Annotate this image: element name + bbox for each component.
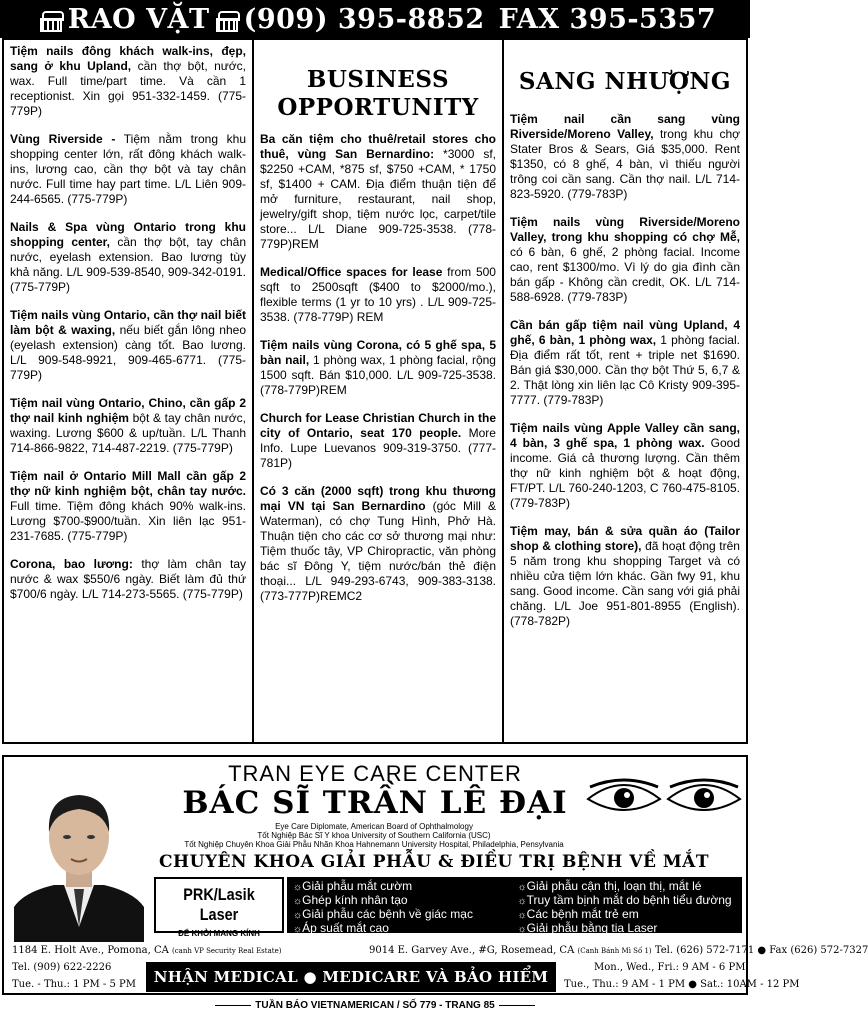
credential-line: Tốt Nghiệp Bác Sĩ Y khoa University of Southern California (USC) <box>257 831 491 840</box>
classified-ad: Tiệm may, bán & sửa quần áo (Tailor shop & clothing store), đã hoạt động trên 5 năm trong khu shopping Target và có nhiều cửa tiệm lớn khác. Gần fwy 91, khu sang. Good income. Cần sang với giá phải chăng. L/L Joe 951-801-8955 (English). (778-782P) <box>510 524 740 628</box>
header-phone: (909) 395-8852 <box>243 3 485 35</box>
service-item: ☼ Áp suất mắt cao <box>293 922 512 936</box>
service-item: ☼ Giải phẫu các bệnh về giác mạc <box>293 908 512 922</box>
classified-ad: Medical/Office spaces for lease from 500 sqft to 2500sqft ($400 to $2000/mo.), flexible terms (1 yr to 10 yrs) . L/L 909-725-3538. (778-779P) REM <box>260 265 496 324</box>
insurance-banner: NHẬN MEDICAL ● MEDICARE VÀ BẢO HIỂM <box>146 962 556 992</box>
classified-ad: Church for Lease Christian Church in the city of Ontario, seat 170 people. More Info. Lupe Luevanos 909-319-3750. (777-781P) <box>260 411 496 470</box>
telephone-icon <box>216 8 238 30</box>
eye-icon <box>664 777 744 817</box>
lasik-title: PRK/Lasik Laser <box>183 885 255 924</box>
specialty-heading: CHUYÊN KHOA GIẢI PHẪU & ĐIỀU TRỊ BỆNH VỀ MẮT <box>158 852 710 872</box>
eye-center-name: TRAN EYE CARE CENTER <box>228 761 522 786</box>
column-sang-nhuong <box>504 40 746 742</box>
classifieds-columns <box>2 38 748 744</box>
classified-ad: Tiệm nails vùng Apple Valley cần sang, 4 bàn, 3 ghế spa, 1 phòng wax. Good income. Giá cả thương lượng. Cần thêm thợ nữ kinh nghiệm bột & hoạt động, FT/PT. L/L 760-240-1203, C 760-475-8105. (779-783P) <box>510 421 740 510</box>
services-list <box>287 877 742 933</box>
pomona-address: 1184 E. Holt Ave., Pomona, CA (canh VP Security Real Estate) <box>12 945 282 956</box>
classified-ad: Có 3 căn (2000 sqft) trong khu thương mại VN tại San Bernardino (góc Mill & Waterman), có chợ Tung Hình, Phở Hà. Thuận tiện cho các cơ sở thương mại như: Tiệm thuốc tây, VP Chiropractic, văn phòng bác sĩ Đông Y, tiệm nước/bán thẻ điện thoại... L/L 949-293-6743, 909-383-3138. (773-777P)REMC2 <box>260 484 497 603</box>
eye-icon <box>584 777 664 817</box>
classified-ad: Corona, bao lương: thợ làm chân tay nước & wax $550/6 ngày. Biết làm đủ thứ $700/6 ngày. L/L 714-273-5565. (775-779P) <box>10 557 247 601</box>
pomona-phone: Tel. (909) 622-2226 <box>12 962 112 973</box>
page-footer <box>0 1000 750 1011</box>
classified-ad: Nails & Spa vùng Ontario trong khu shopping center, cần thợ bột, tay chân nước, eyelash extension. Bao lương tùy khả năng. L/L 909-539-8540, 909-342-0191. (775-779P) <box>10 220 246 294</box>
doctor-name: BÁC SĨ TRẦN LÊ ĐẠI <box>182 785 568 821</box>
section-title-business-opportunity: BUSINESS OPPORTUNITY <box>277 66 479 121</box>
service-item: ☼ Các bệnh mắt trẻ em <box>518 908 737 922</box>
header-title: RAO VẶT <box>67 3 210 35</box>
classified-ad: Tiệm nail vùng Ontario, Chino, cần gấp 2 thợ nail kinh nghiệm bột & tay chân nước, waxing. Lương $600 & up/tuần. L/L Thanh 714-866-9822, 714-487-2219. (775-779P) <box>10 396 246 455</box>
footer-text: TUẦN BÁO VIETNAMERICAN / SỐ 779 - TRANG 85 <box>255 1000 495 1011</box>
eye-care-advertisement <box>2 755 868 995</box>
lasik-box <box>154 877 284 938</box>
rosemead-hours-weekday: Mon., Wed., Fri.: 9 AM - 6 PM <box>594 962 746 973</box>
column-business-opportunity <box>254 40 504 742</box>
classified-ad: Vùng Riverside - Tiệm nằm trong khu shopping center lớn, rất đông khách walk-ins, lương cao, cần thợ bột và tay chân nước. Full time hay part time. L/L Liên 909-244-6565. (775-779P) <box>10 132 246 206</box>
header-fax: FAX 395-5357 <box>498 3 717 35</box>
rosemead-address: 9014 E. Garvey Ave., #G, Rosemead, CA (Canh Bánh Mì Số 1) Tel. (626) 572-7171 ● Fax (626) 572-7327 <box>369 945 868 956</box>
classified-ad: Tiệm nail ở Ontario Mill Mall cần gấp 2 thợ nữ kinh nghiệm bột, chân tay nước. Full time. Tiệm đông khách 90% walk-ins. Lương $700-$900/tuần. Xin liên lạc 951-231-7685. (775-779P) <box>10 469 246 543</box>
service-item: ☼ Ghép kính nhân tạo <box>293 894 512 908</box>
service-item: ☼ Truy tầm bịnh mắt do bệnh tiểu đường <box>518 894 737 908</box>
rosemead-hours-other: Tue., Thu.: 9 AM - 1 PM ● Sat.: 10AM - 12 PM <box>564 979 800 990</box>
credential-line: Eye Care Diplomate, American Board of Ophthalmology <box>275 822 473 831</box>
service-item: ☼ Giải phẫu bằng tia Laser <box>518 922 737 936</box>
section-title-sang-nhuong: SANG NHƯỢNG <box>518 68 732 95</box>
lasik-subtitle: ĐỂ KHỎI MANG KÍNH <box>178 929 260 938</box>
classified-ad: Tiệm nails vùng Corona, có 5 ghế spa, 5 bàn nail, 1 phòng wax, 1 phòng facial, rộng 1500 sqft. Bán $10,000. L/L 909-725-3538. (778-779P)REM <box>260 338 496 397</box>
pomona-hours: Tue. - Thu.: 1 PM - 5 PM <box>12 979 136 990</box>
classified-ad: Ba căn tiệm cho thuê/retail stores cho thuê, vùng San Bernardino: *3000 sf, $2250 +CAM, *875 sf, $750 +CAM, * 1750 sf, $1400 + CAM. Địa điểm thuận tiện để mở furniture, restaurant, nail shop, jewelry/gift shop, tiệm nước lọc, carpet/tile store... L/L Diane 909-725-3538. (778-779P)REM <box>260 132 497 251</box>
telephone-icon <box>40 8 62 30</box>
service-item: ☼ Giải phẫu cận thị, loạn thị, mắt lé <box>518 880 737 894</box>
column-help-wanted <box>4 40 254 742</box>
classified-ad: Cần bán gấp tiệm nail vùng Upland, 4 ghế, 6 bàn, 1 phòng wax, 1 phòng facial. Địa điểm rất tốt, rent + triple net $1690. Bán giá $30,000. Cần thợ bột Thứ 5, 6,7 & 2. Thật lòng xin liên lạc Cô Kristy 909-395-7777. (779-783P) <box>510 318 740 407</box>
credential-line: Tốt Nghiệp Chuyên Khoa Giải Phẫu Nhãn Khoa Hahnemann University Hospital, Philadelphia, Pensylvania <box>184 840 564 849</box>
classified-ad: Tiệm nails vùng Riverside/Moreno Valley, trong khu shopping có chợ Mễ, có 6 bàn, 6 ghế, 2 phòng facial. Income cao, rent $1300/mo. Vì lý do gia đình cần bán gấp - Không cần credit, OK. L/L 714-588-6928. (779-783P) <box>510 215 740 304</box>
classified-ad: Tiệm nails vùng Ontario, cần thợ nail biết làm bột & waxing, nếu biết gắn lông nheo (eyelash extension) càng tốt. Bao lương. L/L 909-548-9921, 909-465-6771. (775-779P) <box>10 308 246 382</box>
classified-ad: Tiệm nails đông khách walk-ins, đẹp, sang ở khu Upland, cần thợ bột, nước, wax. Full time/part time. Và cần 1 receptionist. Xin gọi 951-332-1459. (775-779P) <box>10 44 246 118</box>
classified-ad: Tiệm nail cần sang vùng Riverside/Moreno Valley, trong khu chợ Stater Bros & Sears, Giá $35,000. Rent $1350, có 8 ghế, 4 bàn, vì thiếu người trông coi cần sang. Cần thợ nail. L/L 714-823-5920. (779-783P) <box>510 112 740 201</box>
service-item: ☼ Giải phẫu mắt cườm <box>293 880 512 894</box>
classifieds-header <box>0 0 750 38</box>
